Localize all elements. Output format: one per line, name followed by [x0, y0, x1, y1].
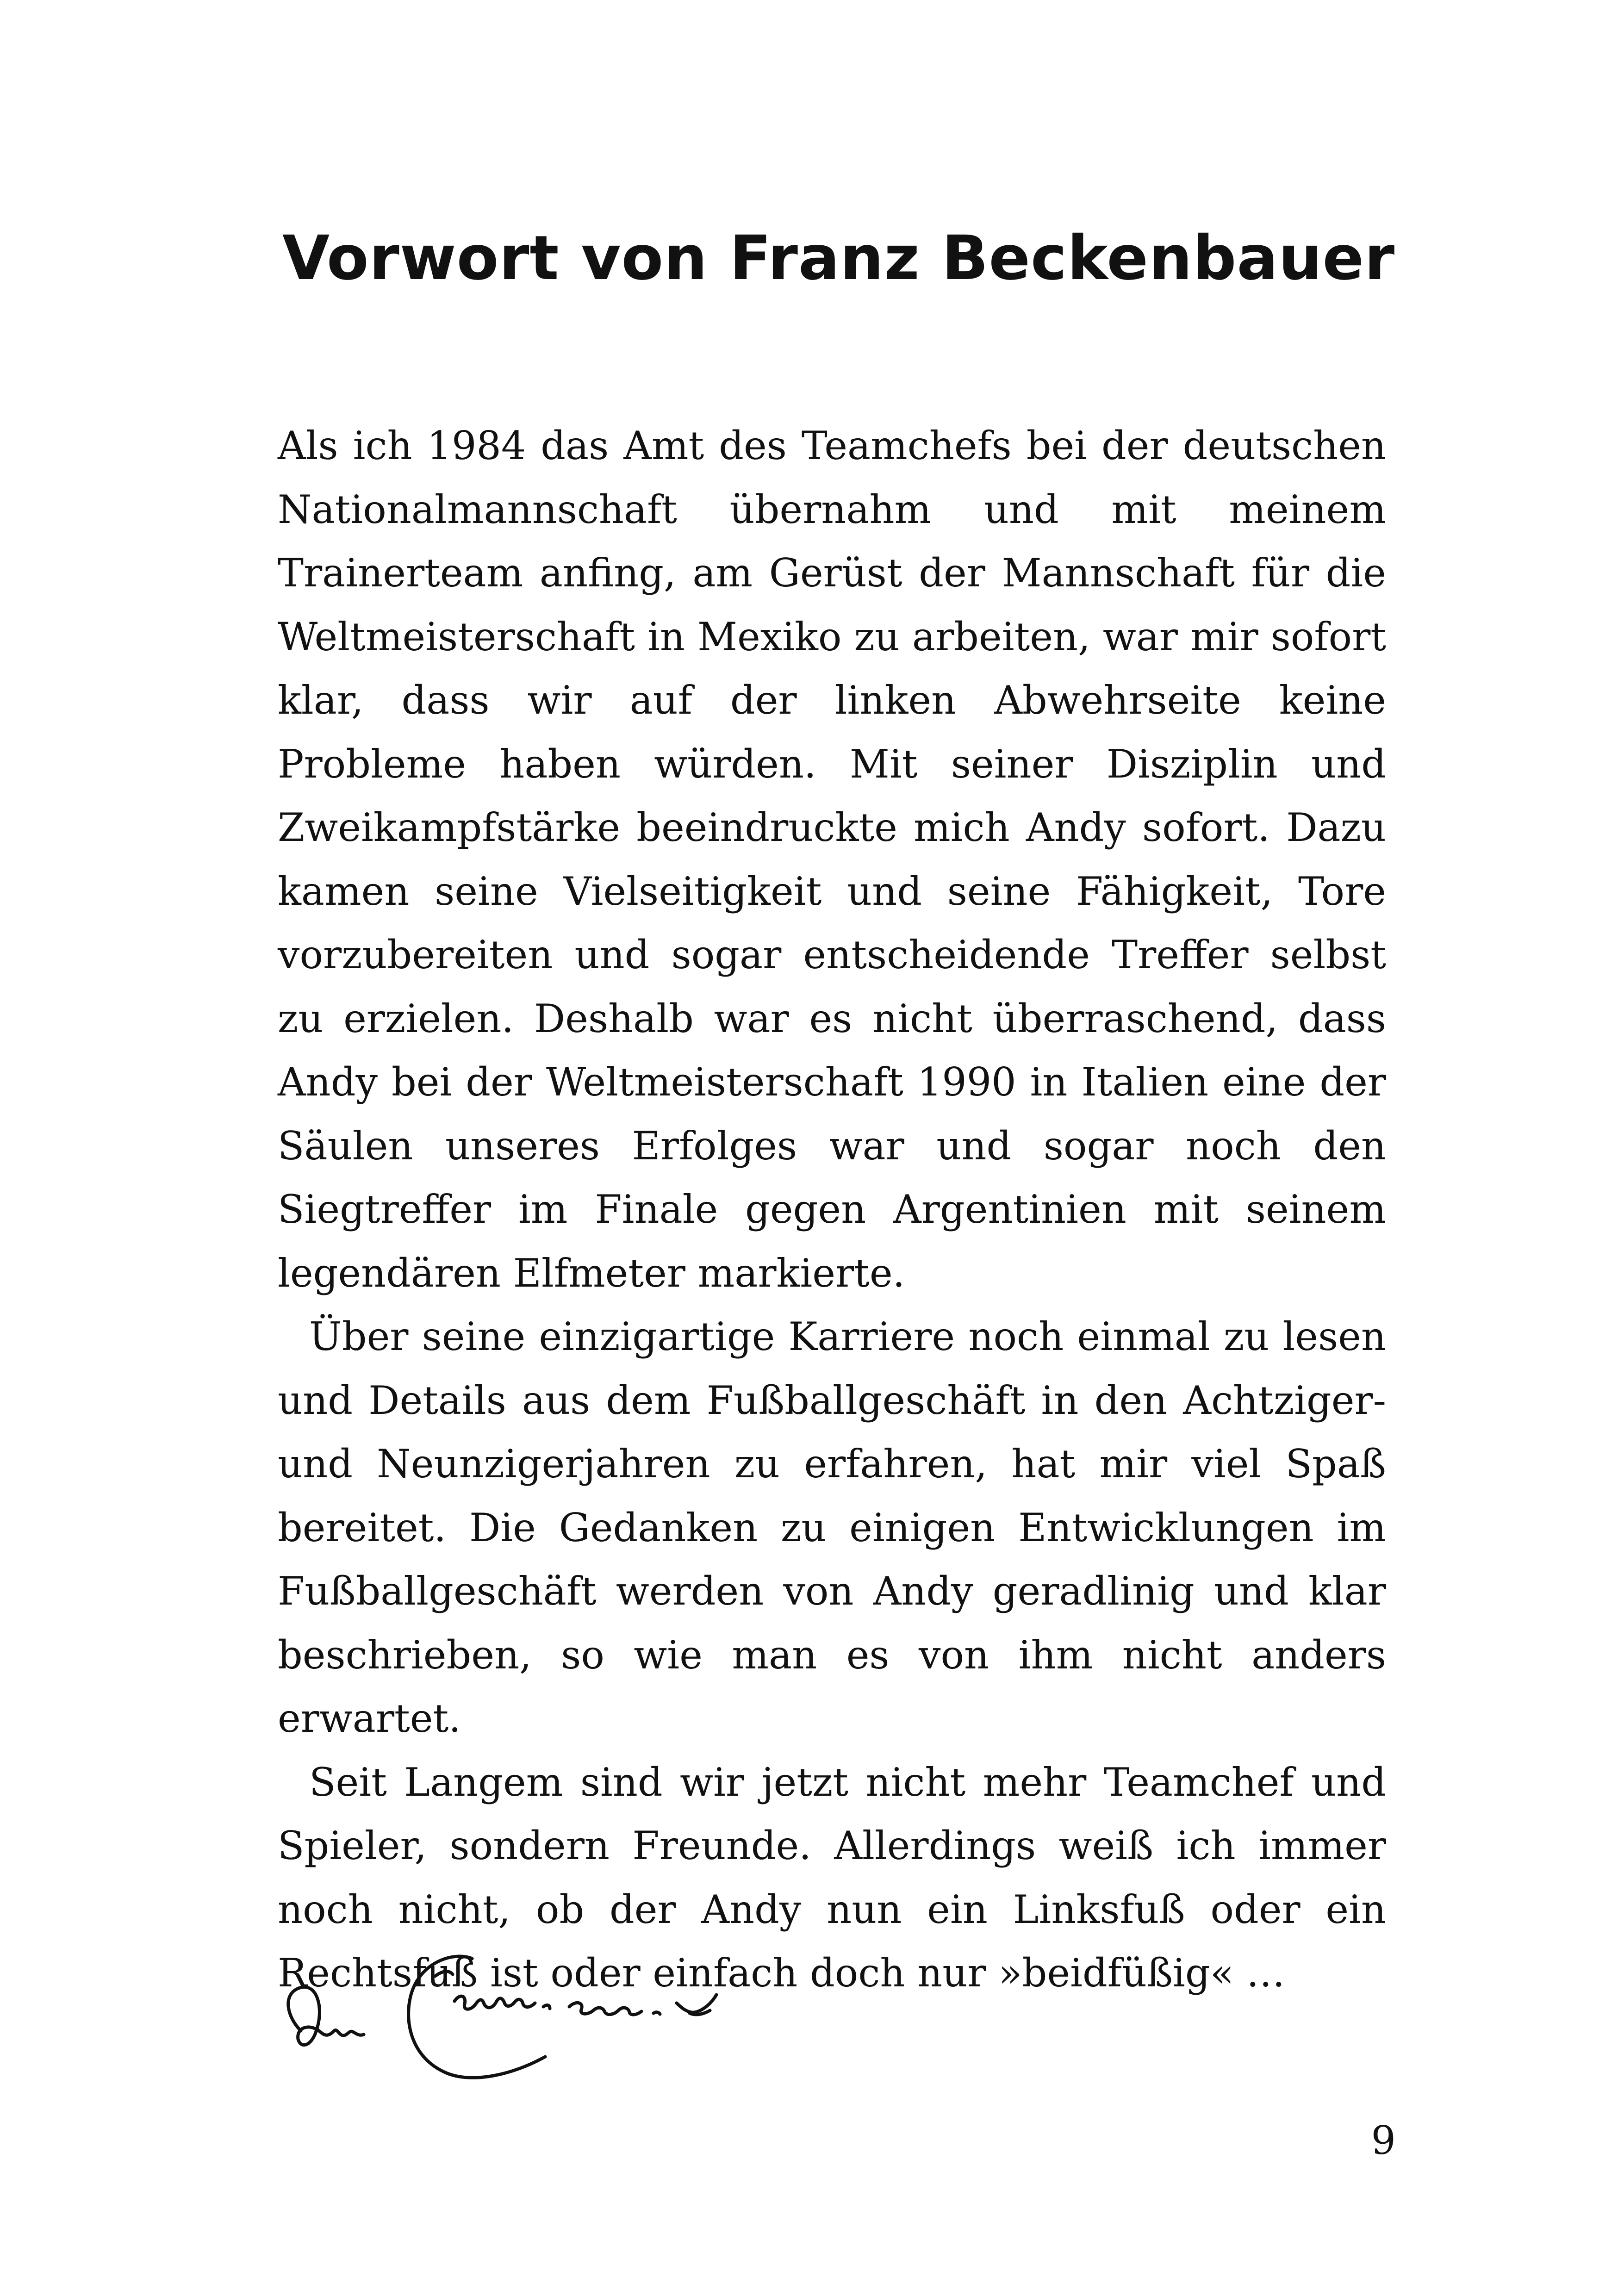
- body-text: [278, 414, 1386, 2005]
- paragraph-2: Über seine einzigartige Karriere noch einmal zu lesen und Details aus dem Fußballgeschäft in den Achtziger- und Neunzigerjahren zu erfahren, hat mir viel Spaß bereitet. Die Gedanken zu einigen Entwicklungen im Fußballgeschäft werden von Andy geradlinig und klar beschrieben, so wie man es von ihm nicht anders erwartet.: [278, 1314, 1386, 1741]
- paragraph-3: Seit Langem sind wir jetzt nicht mehr Teamchef und Spieler, sondern Freunde. Allerdings weiß ich immer noch nicht, ob der Andy nun ein Linksfuß oder ein Rechtsfuß ist oder einfach doch nur »beidfüßig« …: [278, 1759, 1386, 1996]
- page-number: 9: [1371, 2118, 1396, 2163]
- page-title: Vorwort von Franz Beckenbauer: [282, 223, 1395, 294]
- paragraph-1: Als ich 1984 das Amt des Teamchefs bei der deutschen Nationalmannschaft übernahm und mit meinem Trainerteam anfing, am Gerüst der Mannschaft für die Weltmeisterschaft in Mexiko zu arbeiten, war mir sofort klar, dass wir auf der linken Abwehrseite keine Probleme haben würden. Mit seiner Disziplin und Zweikampfstärke beeindruckte mich Andy sofort. Dazu kamen seine Vielseitigkeit und seine Fähigkeit, Tore vorzubereiten und sogar entscheidende Treffer selbst zu erzielen. Deshalb war es nicht überraschend, dass Andy bei der Weltmeisterschaft 1990 in Italien eine der Säulen unseres Erfolges war und sogar noch den Siegtreffer im Finale gegen Argentinien mit seinem legendären Elfmeter markierte.: [278, 423, 1386, 1296]
- signature: [273, 1925, 791, 2097]
